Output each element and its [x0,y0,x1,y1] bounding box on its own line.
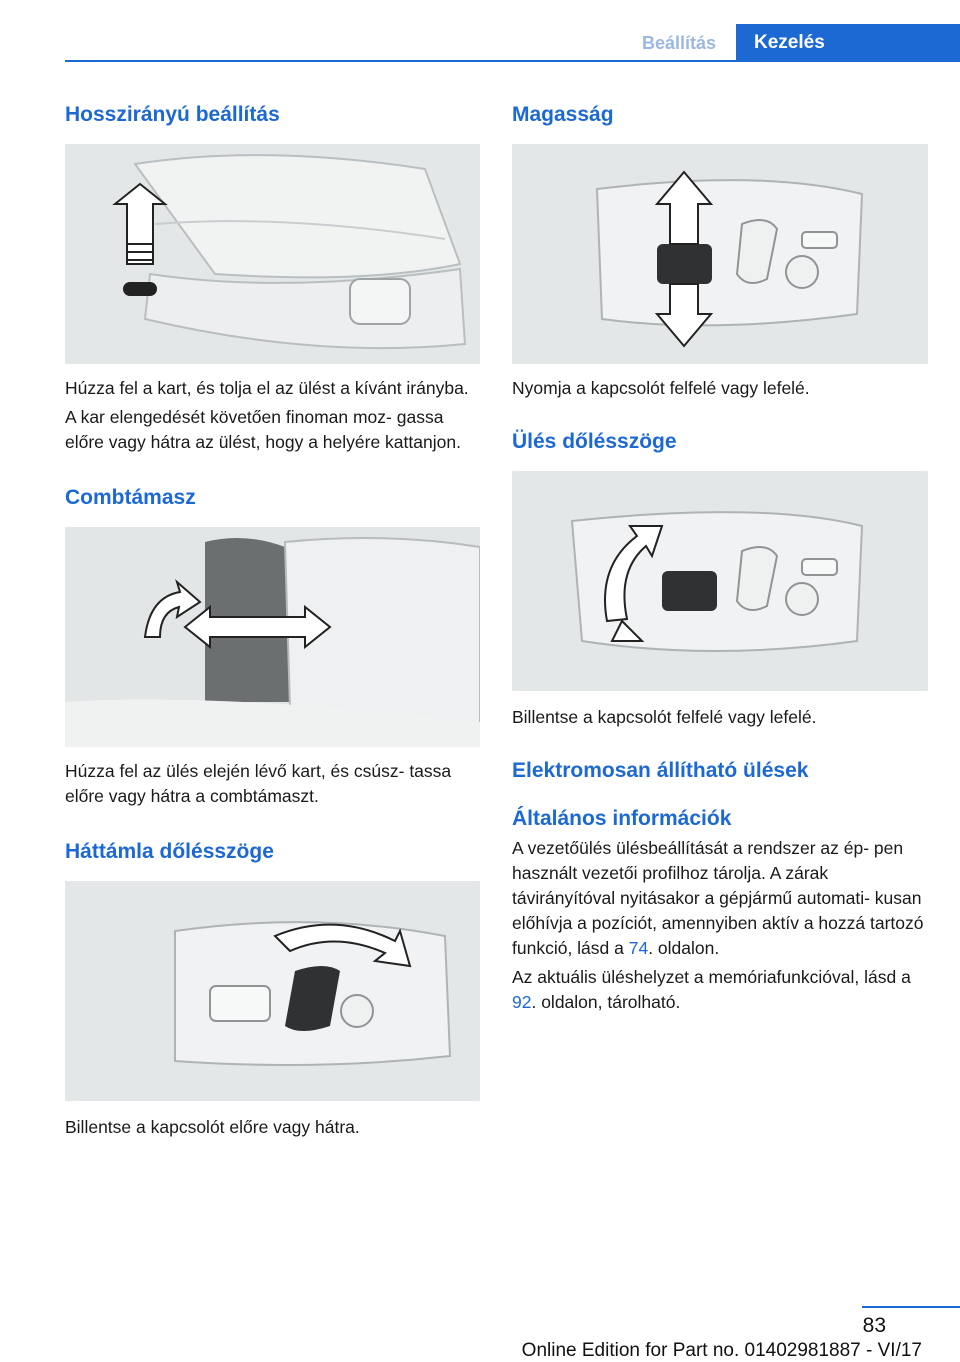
tab-operation[interactable]: Kezelés [736,24,960,61]
tab-setting[interactable]: Beállítás [641,32,717,53]
page-link-92[interactable]: 92 [512,992,532,1012]
paragraph-memory [512,965,928,1015]
figure-backrest-angle [65,881,480,1101]
paragraph: Billentse a kapcsolót előre vagy hátra. [65,1117,360,1137]
page-link-74[interactable]: 74 [628,938,649,958]
text: A vezetőülés ülésbeállítását a rendszer az ép- pen használt vezetői profilhoz tárolja. A zárak távirányítóval nyitásakor a gépjármű automati- kusan előhívja a pozíciót, amennyiben aktív a hozzá tartozó funkció, lásd a [512,838,924,958]
text: . oldalon, tárolható. [531,992,681,1012]
right-column [512,100,928,1015]
edition-note: Online Edition for Part no. 01402981887 - VI/17 [521,1340,922,1361]
header-rule [65,60,960,62]
height-switch-illustration [512,144,928,364]
text: Az aktuális üléshelyzet a memóriafunkcióval, lásd a [512,967,911,987]
section-title-longitudinal: Hosszirányú beállítás [65,103,280,126]
paragraph: Húzza fel a kart, és tolja el az ülést a kívánt irányba. [65,378,469,398]
section-title-backrest-angle: Háttámla dőlésszöge [65,840,274,863]
section-title-seat-angle: Ülés dőlésszöge [512,430,677,453]
text: . oldalon. [648,938,720,958]
section-title-electric-seats: Elektromosan állítható ülések [512,759,809,782]
thigh-support-illustration [65,527,480,747]
figure-thigh-support [65,527,480,747]
section-title-height: Magasság [512,103,614,126]
section-title-general-info: Általános információk [512,807,732,830]
backrest-switch-illustration [65,881,480,1101]
seat-angle-switch-illustration [512,471,928,691]
seat-lever-illustration [65,144,480,364]
left-column [65,100,480,1140]
paragraph: Nyomja a kapcsolót felfelé vagy lefelé. [512,378,810,398]
page-number: 83 [862,1314,886,1337]
footer-rule [862,1306,960,1308]
section-title-thigh-support: Combtámasz [65,486,196,509]
paragraph: Húzza fel az ülés elején lévő kart, és csúsz- tassa előre vagy hátra a combtámaszt. [65,761,452,806]
figure-seat-longitudinal [65,144,480,364]
figure-seat-angle [512,471,928,691]
paragraph-general [512,836,928,961]
paragraph: Billentse a kapcsolót felfelé vagy lefelé. [512,707,817,727]
paragraph: A kar elengedését követően finoman moz- gassa előre vagy hátra az ülést, hogy a helyére kattanjon. [65,407,461,452]
figure-height [512,144,928,364]
